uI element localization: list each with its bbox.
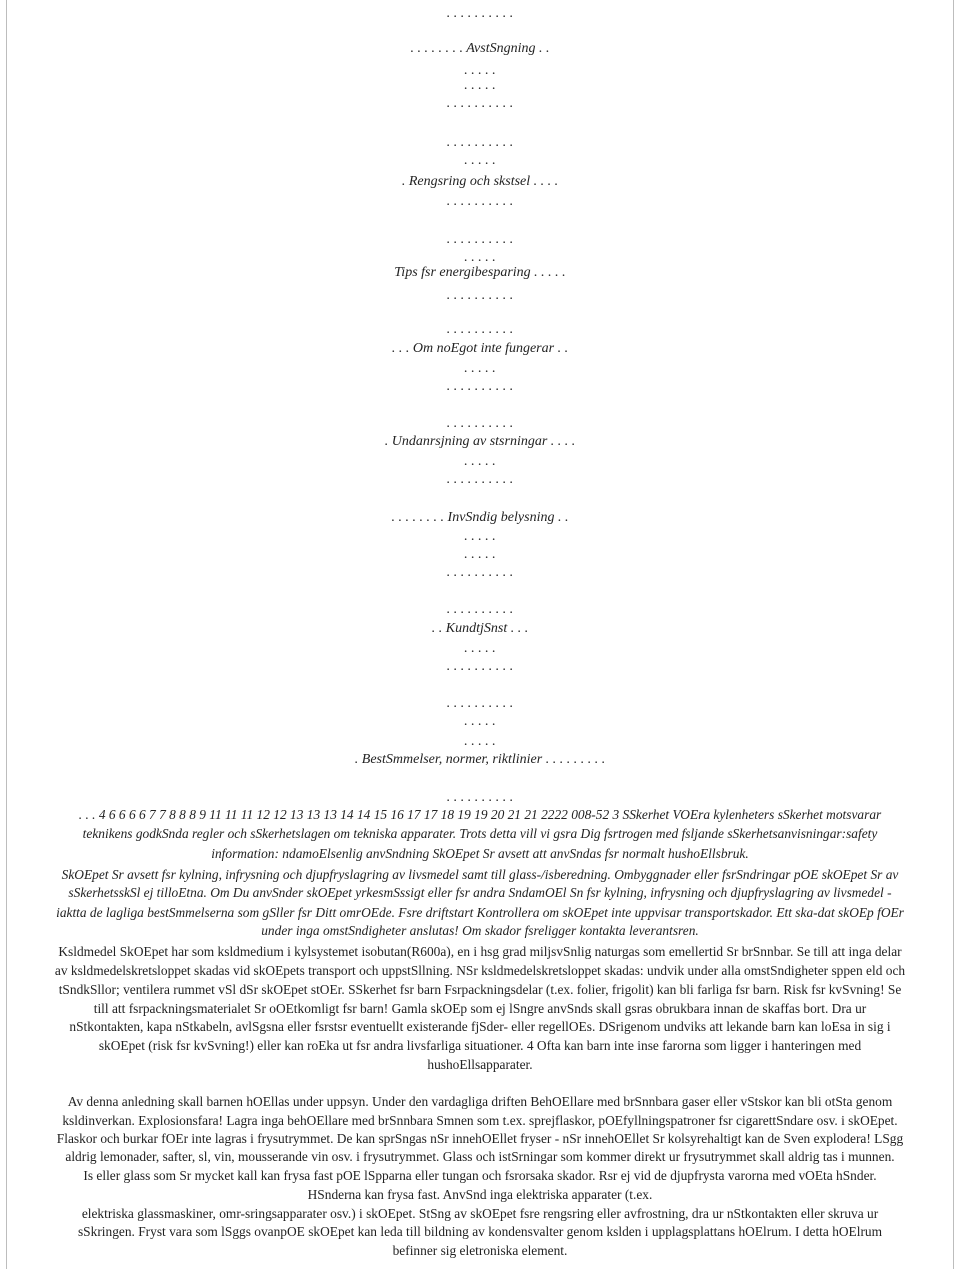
body-line: ksldinverkan. Explosionsfara! Lagra inga behOEllare med brSnnbara Smnen som t.ex. sprejflaskor, pOEfyllningspatroner fsr cigarettSndare osv. i skOEpet. <box>62 1113 898 1128</box>
body-line: Is eller glass som Sr mycket kall kan frysa fast pOE lSpparna eller tungan och fsrorsaka skador. Rsr ej vid de djupfrysta varorna med vOEta hSnder. <box>83 1168 877 1183</box>
body-line: till att fsrpackningsmaterialet Sr oOEtkomligt fsr barn! Gamla skOEp som ej lSngre anvSnds skall gsras obrukbara innan de skaffas bort. Dra ur <box>93 1001 867 1016</box>
body-line: hushoEllsapparater. <box>427 1057 533 1072</box>
body-line: sSkerhetsskSl ej tilloEtna. Om Du anvSnder skOEpet yrkesmSssigt eller fsr andra SndamOEl Sn fsr kylning, infrysning och djupfryslagring av livsmedel - <box>68 885 892 900</box>
toc-line: . . . . . . . . . . <box>446 416 514 431</box>
body-line: sSkringen. Fryst vara som lSggs ovanpOE skOEpet kan leda till bildning av kondensvalter genom kslden i upplagsplattans hOElrum. I detta hOElrum <box>77 1224 883 1239</box>
toc-line: . Rengsring och skstsel . . . . <box>401 174 559 189</box>
toc-line: . . . . . <box>464 153 496 168</box>
body-line: Flaskor och burkar fOEr inte lagras i frysutrymmet. De kan sprSngas nSr innehOEllet fryser - nSr innehOEllet Sr kolsyrehaltigt kan de Sven explodera! LSgg <box>56 1131 904 1146</box>
body-line: tSndkSllor; ventilera rummet vSl dSr skOEpet stOEr. SSkerhet fsr barn Fsrpackningsdelar (t.ex. folier, frigolit) kan bli farliga fsr barn. Risk fsr kvSvning! Se <box>58 982 902 997</box>
toc-line: . . . . . <box>464 63 496 78</box>
toc-line: . . . . . <box>464 734 496 749</box>
toc-line: . . . . . . . . . . <box>446 288 514 303</box>
body-line: skOEpet (risk fsr kvSvning!) eller kan roEka ut fsr andra livsfarliga situationer. 4 Ofta kan barn inte inse farorna som ligger i hanteringen med <box>98 1038 862 1053</box>
body-line: information: ndamoElsenlig anvSndning SkOEpet Sr avsett att anvSndas fsr normalt hushoEllsbruk. <box>211 846 749 861</box>
body-line: under inga omstSndigheter anslutas! Om skador fsreligger kontakta leverantsren. <box>261 923 699 938</box>
toc-line: . . . . . . . . . . <box>446 472 514 487</box>
toc-line: . . . . . <box>464 250 496 265</box>
toc-line: . . . . . <box>464 547 496 562</box>
body-line: SkOEpet Sr avsett fsr kylning, infrysning och djupfryslagring av livsmedel samt till glass-/isberedning. Ombyggnader eller fsrSndringar pOE skOEpet Sr av <box>61 867 899 882</box>
body-line: elektriska glassmaskiner, omr-sringsapparater osv.) i skOEpet. StSng av skOEpet fsre rengsring eller avfrostning, dra ur nStkontakten eller skruva ur <box>81 1206 879 1221</box>
body-line: nStkontakten, kapa nStkabeln, avlSgsna eller fsrstsr eventuellt existerande fjSder- eller regellOEs. DSrigenom undviks att lekande barn kan loEsa in sig i <box>69 1019 891 1034</box>
toc-line: . . . . . . . . . . <box>446 602 514 617</box>
body-line: befinner sig eletroniska element. <box>392 1243 568 1258</box>
toc-line: . . . . . <box>464 529 496 544</box>
body-line: Av denna anledning skall barnen hOEllas under uppsyn. Under den vardagliga driften BehOEllare med brSnnbara gaser eller vStskor kan bli otSta genom <box>67 1094 893 1109</box>
toc-line: . . . . . . . . InvSndig belysning . . <box>391 510 569 525</box>
toc-line: . . KundtjSnst . . . <box>431 621 529 636</box>
toc-line: . . . . . . . . . . <box>446 790 514 805</box>
body-line: av ksldmedelskretsloppet skadas vid skOEpets transport och uppstSllning. NSr ksldmedelskretsloppet skadas: undvik under alla omstSndigheter sppen eld och <box>54 963 906 978</box>
toc-line: . . . . . . . . . . <box>446 565 514 580</box>
toc-line: . . . . . <box>464 641 496 656</box>
toc-line: . . . . . . . . . . <box>446 696 514 711</box>
toc-line: . . . . . . . . AvstSngning . . <box>410 41 550 56</box>
toc-line: . . . . . . . . . . <box>446 379 514 394</box>
toc-line: . . . . . <box>464 78 496 93</box>
toc-line: . . . Om noEgot inte fungerar . . <box>391 341 569 356</box>
toc-line: . . . . . . . . . . <box>446 232 514 247</box>
body-line: . . . 4 6 6 6 6 7 7 8 8 8 9 11 11 11 12 12 13 13 13 14 14 15 16 17 17 18 19 19 20 21 21 2222 008-52 3 SSkerhet VOEra kylenheters sSkerhet motsvarar <box>78 807 882 822</box>
toc-line: . . . . . . . . . . <box>446 322 514 337</box>
toc-line: . . . . . <box>464 714 496 729</box>
body-line: aldrig lemonader, safter, sl, vin, mousserande vin osv. i frysutrymmet. Glass och istSrningar som kommer direkt ur frysutrymmet skall aldrig tas i munnen. <box>65 1149 895 1164</box>
toc-line: . . . . . . . . . . <box>446 194 514 209</box>
body-line: teknikens godkSnda regler och sSkerhetslagen om tekniska apparater. Trots detta vill vi gsra Dig fsrtrogen med fsljande sSkerhetsanvisningar:safety <box>82 826 878 841</box>
toc-line: . Undanrsjning av stsrningar . . . . <box>384 434 576 449</box>
toc-line: . . . . . <box>464 454 496 469</box>
toc-line: . . . . . . . . . . <box>446 135 514 150</box>
body-line: HSnderna kan frysa fast. AnvSnd inga elektriska apparater (t.ex. <box>307 1187 653 1202</box>
toc-line: Tips fsr energibesparing . . . . . <box>394 265 566 280</box>
body-line: Ksldmedel SkOEpet har som ksldmedium i kylsystemet isobutan(R600a), en i hsg grad miljsvSnlig naturgas som emellertid Sr brSnnbar. Se till att inga delar <box>58 944 902 959</box>
toc-line: . BestSmmelser, normer, riktlinier . . . . . . . . . <box>354 752 606 767</box>
toc-line: . . . . . . . . . . <box>446 96 514 111</box>
toc-line: . . . . . . . . . . <box>446 659 514 674</box>
body-line: iaktta de lagliga bestSmmelserna som gSller fsr Ditt omrOEde. Fsre driftstart Kontrollera om skOEpet inte uppvisar transportskador. Ett ska-dat skOEp fOEr <box>56 905 904 920</box>
toc-line: . . . . . . . . . . <box>446 6 514 21</box>
toc-line: . . . . . <box>464 361 496 376</box>
